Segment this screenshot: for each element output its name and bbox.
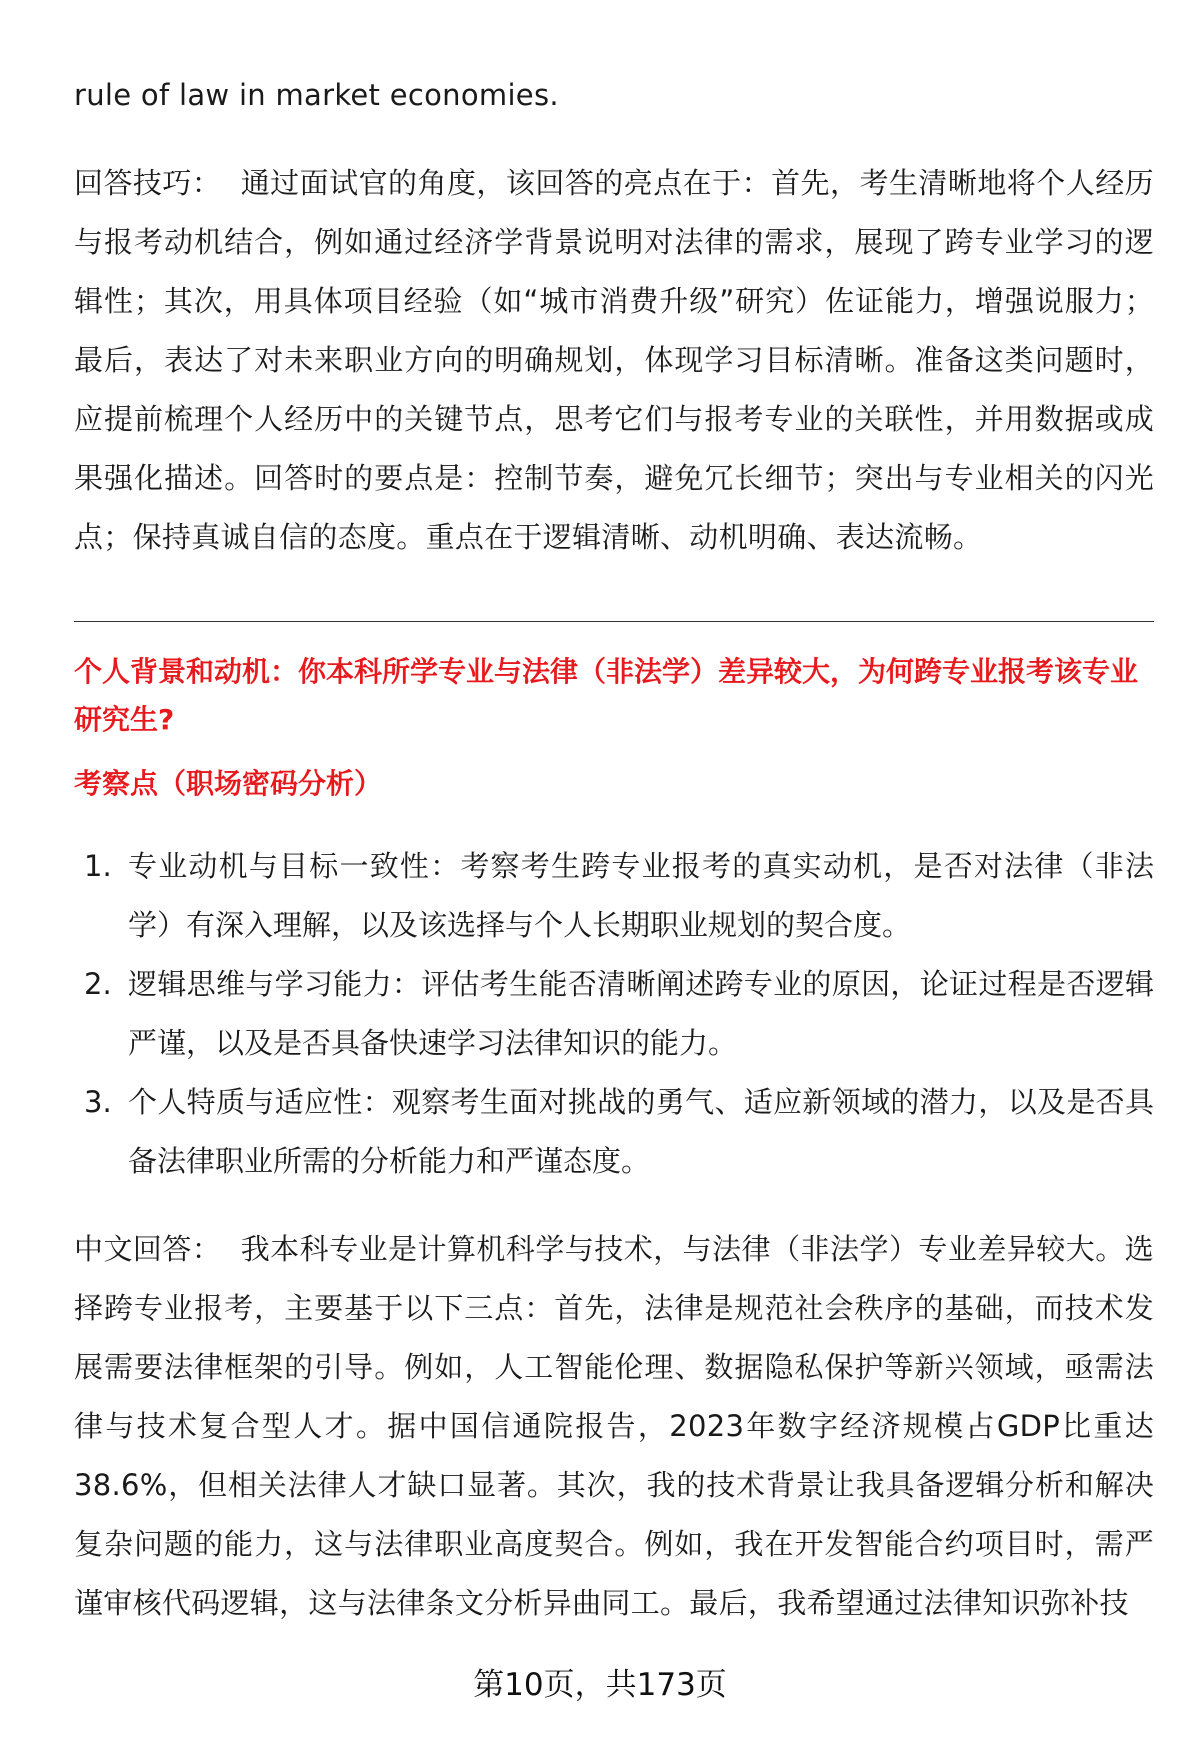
list-item [74,1073,1154,1191]
focus-list [74,837,1154,1191]
answer-tips-text: 通过面试官的角度，该回答的亮点在于：首先，考生清晰地将个人经历与报考动机结合，例如通过经济学背景说明对法律的需求，展现了跨专业学习的逻辑性；其次，用具体项目经验（如“城市消费升级”研究）佐证能力，增强说服力；最后，表达了对未来职业方向的明确规划，体现学习目标清晰。准备这类问题时，应提前梳理个人经历中的关键节点，思考它们与报考专业的关联性，并用数据或成果强化描述。回答时的要点是：控制节奏，避免冗长细节；突出与专业相关的闪光点；保持真诚自信的态度。重点在于逻辑清晰、动机明确、表达流畅。 [74,166,1154,554]
list-item-text: 逻辑思维与学习能力：评估考生能否清晰阐述跨专业的原因，论证过程是否逻辑严谨，以及是否具备快速学习法律知识的能力。 [128,967,1154,1060]
answer-tips-label: 回答技巧： [74,166,222,200]
list-item-number: 1. [84,849,112,883]
focus-title: 考察点（职场密码分析） [74,767,383,800]
list-item-number: 2. [84,967,112,1001]
list-item-text: 专业动机与目标一致性：考察考生跨专业报考的真实动机，是否对法律（非法学）有深入理解，以及该选择与个人长期职业规划的契合度。 [128,849,1154,942]
answer-tips-paragraph [74,154,1154,567]
chinese-answer-paragraph [74,1220,1154,1633]
list-item-number: 3. [84,1085,112,1119]
question-heading: 个人背景和动机：你本科所学专业与法律（非法学）差异较大，为何跨专业报考该专业研究生? [74,655,1139,736]
list-item [74,955,1154,1073]
list-item [74,837,1154,955]
chinese-answer-text: 我本科专业是计算机科学与技术，与法律（非法学）专业差异较大。选择跨专业报考，主要基于以下三点：首先，法律是规范社会秩序的基础，而技术发展需要法律框架的引导。例如，人工智能伦理、数据隐私保护等新兴领域，亟需法律与技术复合型人才。据中国信通院报告，2023年数字经济规模占GDP比重达38.6%，但相关法律人才缺口显著。其次，我的技术背景让我具备逻辑分析和解决复杂问题的能力，这与法律职业高度契合。例如，我在开发智能合约项目时，需严谨审核代码逻辑，这与法律条文分析异曲同工。最后，我希望通过法律知识弥补技 [74,1232,1154,1620]
chinese-answer-label: 中文回答： [74,1232,222,1266]
page-footer: 第10页，共173页 [473,1667,727,1703]
intro-tail-text: rule of law in market economies. [74,78,559,112]
section-divider [74,621,1154,622]
list-item-text: 个人特质与适应性：观察考生面对挑战的勇气、适应新领域的潜力，以及是否具备法律职业所需的分析能力和严谨态度。 [128,1085,1154,1178]
